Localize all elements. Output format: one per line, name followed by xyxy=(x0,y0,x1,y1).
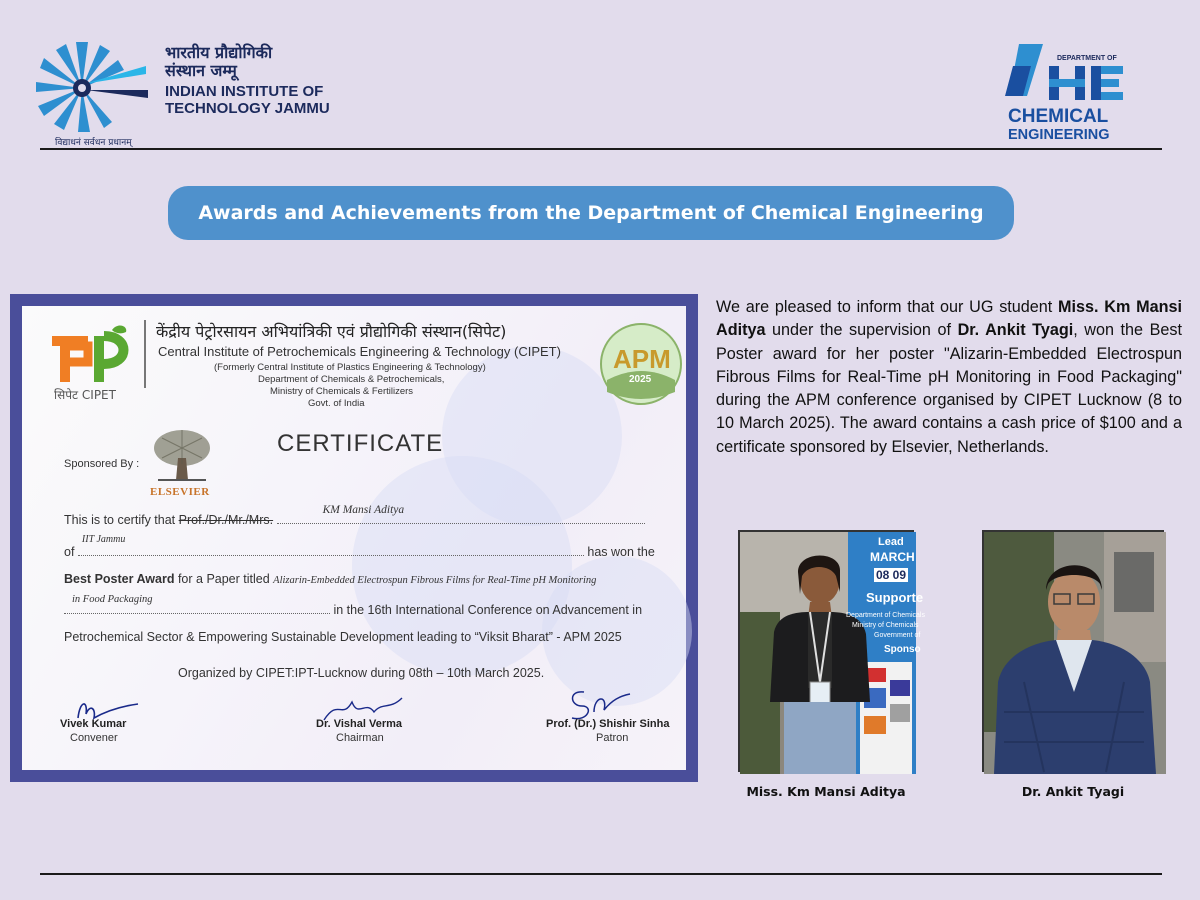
signatory-1-role: Convener xyxy=(70,732,118,744)
for-paper-text: for a Paper titled xyxy=(177,572,270,586)
sponsor-name: ELSEVIER xyxy=(150,486,210,498)
backdrop-lead: Lead xyxy=(878,536,904,548)
award-name: Best Poster Award xyxy=(64,572,175,586)
student-photo xyxy=(738,530,925,772)
apm-logo-year: 2025 xyxy=(629,374,652,385)
paper-blank xyxy=(64,594,330,614)
of-text: of xyxy=(64,545,75,559)
paper-continuation-line xyxy=(64,594,643,617)
institute-name: IIT Jammu xyxy=(81,534,126,545)
cipet-hindi-name: केंद्रीय पेट्रोरसायन अभियांत्रिकी एवं प्रौद्योगिकी संस्थान(सिपेट) xyxy=(156,322,507,341)
header-divider xyxy=(40,148,1162,150)
desc-part3: , won the Best Poster award for her poster "Alizarin-Embedded Electrospun Fibrous Films for Real-Time pH Monitoring in Food Packaging" during the APM conference organised by CIPET Lucknow (8 to 10 March 2025). The award contains a cash price of $100 and a certificate sponsored by Elsevier, Netherlands. xyxy=(716,321,1182,456)
cipet-divider xyxy=(144,320,146,388)
student-caption: Miss. Km Mansi Aditya xyxy=(746,784,906,799)
iit-name-block xyxy=(165,44,330,117)
cipet-ministry: Ministry of Chemicals & Fertilizers xyxy=(270,386,414,397)
certificate-image xyxy=(10,294,698,782)
conference-line1: in the 16th International Conference on Advancement in xyxy=(333,603,643,617)
certificate-paper xyxy=(22,306,686,770)
backdrop-supported: Supporte xyxy=(866,590,924,605)
certificate-title: CERTIFICATE xyxy=(277,430,444,457)
iit-hindi-line2: संस्थान जम्मू xyxy=(165,61,237,80)
paper-title-part2: in Food Packaging xyxy=(72,594,153,605)
signatory-3-name: Prof. (Dr.) Shishir Sinha xyxy=(546,718,670,730)
desc-part1: We are pleased to inform that our UG student xyxy=(716,298,1059,316)
conference-line2: Petrochemical Sector & Empowering Sustainable Development leading to “Viksit Bharat” - APM 2025 xyxy=(64,630,622,644)
iit-hindi-line1: भारतीय प्रौद्योगिकी xyxy=(165,43,273,62)
organized-line: Organized by CIPET:IPT-Lucknow during 08th – 10th March 2025. xyxy=(178,666,545,680)
iit-jammu-logo xyxy=(38,38,148,130)
desc-supervisor-name: Dr. Ankit Tyagi xyxy=(957,321,1074,340)
institute-blank xyxy=(78,534,584,556)
backdrop-small1: Department of Chemicals xyxy=(846,612,925,619)
backdrop-march: MARCH xyxy=(870,550,915,564)
award-line xyxy=(64,572,596,586)
backdrop-dates: 08 09 xyxy=(876,568,907,582)
backdrop-small3: Government of xyxy=(874,632,921,639)
cipet-formerly: (Formerly Central Institute of Plastics Engineering & Technology) xyxy=(214,362,486,373)
supervisor-photo xyxy=(982,530,1164,772)
che-logo-line2: ENGINEERING xyxy=(1008,127,1110,143)
cipet-logo-mark xyxy=(50,324,136,386)
iit-name-line1: INDIAN INSTITUTE OF xyxy=(165,83,324,100)
chemical-engineering-logo xyxy=(1005,36,1135,142)
backdrop-small2: Ministry of Chemicals xyxy=(852,622,919,629)
che-logo-line1: CHEMICAL xyxy=(1008,106,1109,127)
cipet-label: सिपेट CIPET xyxy=(54,388,116,402)
elsevier-tree-logo xyxy=(152,428,212,484)
iit-motto: विद्याधनं सर्वधन प्रधानम् xyxy=(55,138,132,148)
che-logo-dept-small: DEPARTMENT OF xyxy=(1057,55,1117,62)
backdrop-spons: Sponso xyxy=(884,644,921,655)
apm-logo-text: APM xyxy=(613,344,671,374)
signatory-2-role: Chairman xyxy=(336,732,384,744)
awardee-name: KM Mansi Aditya xyxy=(322,504,405,516)
awardee-line xyxy=(277,504,645,524)
desc-part2: under the supervision of xyxy=(765,321,958,340)
iit-name-line2: TECHNOLOGY JAMMU xyxy=(165,100,330,117)
signatory-3-role: Patron xyxy=(596,732,629,744)
cipet-govt: Govt. of India xyxy=(308,398,365,409)
cipet-dept: Department of Chemicals & Petrochemicals, xyxy=(258,374,445,385)
apm-2025-logo xyxy=(599,322,683,406)
certify-text: This is to certify that xyxy=(64,513,176,527)
signatory-2-name: Dr. Vishal Verma xyxy=(316,718,403,730)
sponsored-by-label: Sponsored By : xyxy=(64,458,140,470)
desc-student-name: Miss. Km Mansi Aditya xyxy=(716,298,1182,340)
page-banner: Awards and Achievements from the Department of Chemical Engineering xyxy=(168,186,1014,240)
signatory-1-name: Vivek Kumar xyxy=(60,718,127,730)
has-won-text: has won the xyxy=(587,545,655,559)
paper-title-part1: Alizarin-Embedded Electrospun Fibrous Films for Real-Time pH Monitoring xyxy=(273,575,597,586)
cipet-english-name: Central Institute of Petrochemicals Engineering & Technology (CIPET) xyxy=(158,344,561,359)
institute-line xyxy=(64,534,655,559)
footer-divider xyxy=(40,873,1162,875)
achievement-description xyxy=(716,296,1182,459)
certify-line xyxy=(64,504,645,527)
prefix-struck: Prof./Dr./Mr./Mrs. xyxy=(178,513,274,527)
supervisor-caption: Dr. Ankit Tyagi xyxy=(1021,784,1125,799)
